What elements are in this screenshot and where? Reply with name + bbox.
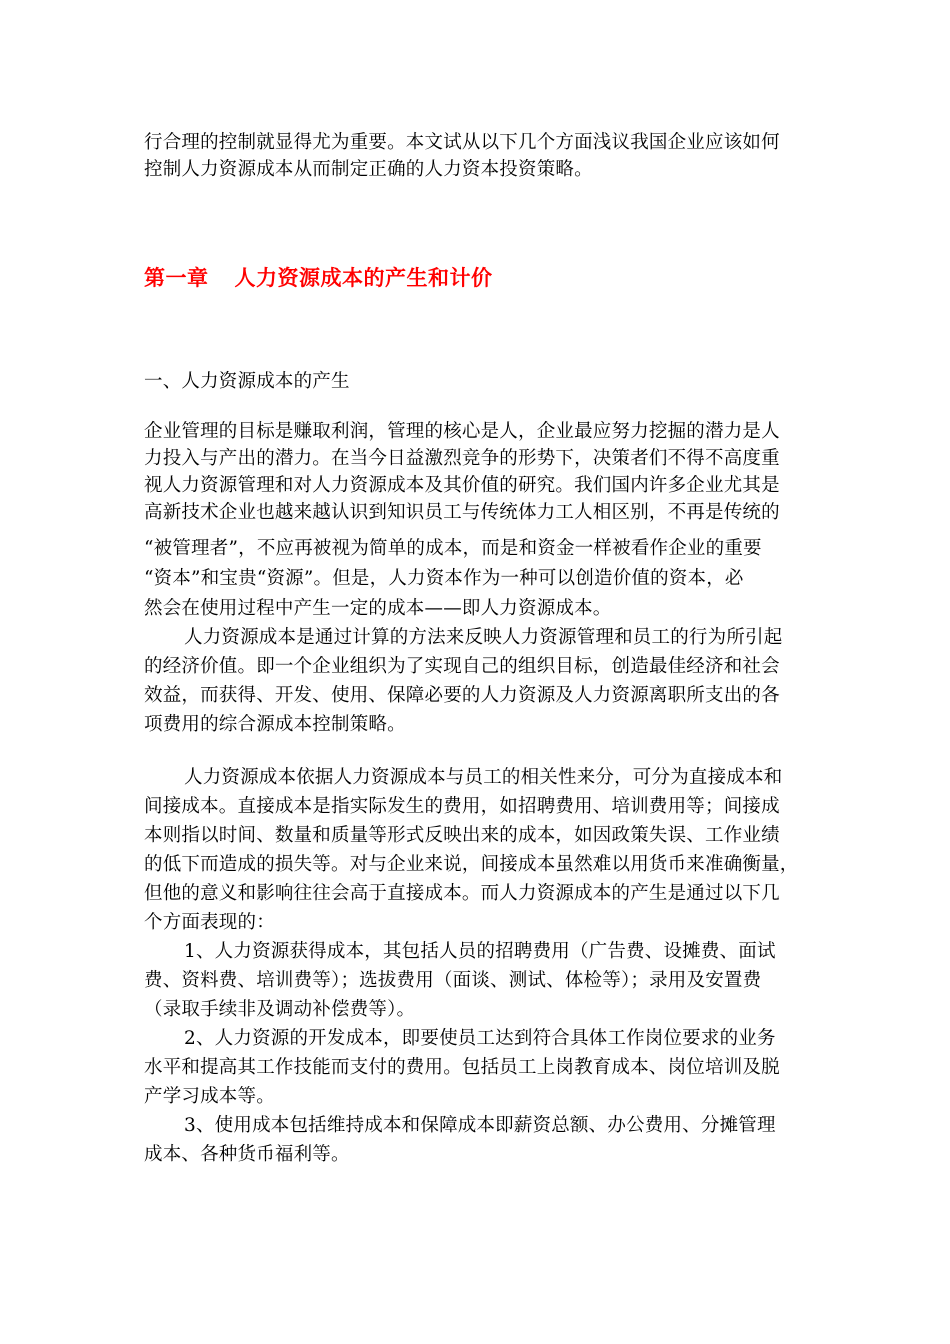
paragraph-3-line: 但他的意义和影响往往会高于直接成本。而人力资源成本的产生是通过以下几 [144,883,780,904]
paragraph-1-line: 高新技术企业也越来越认识到知识员工与传统体力工人相区别，不再是传统的 [144,502,780,523]
list-item-1-line: 费、资料费、培训费等）；选拔费用（面谈、测试、体检等）；录用及安置费 [144,970,762,991]
paragraph-1-line: “资本”和宝贵“资源”。但是，人力资本作为一种可以创造价值的资本，必 [144,568,744,589]
list-item-1-line: 1、人力资源获得成本，其包括人员的招聘费用（广告费、设摊费、面试 [184,941,776,962]
section-heading: 一、人力资源成本的产生 [144,371,350,392]
paragraph-2-line: 人力资源成本是通过计算的方法来反映人力资源管理和员工的行为所引起 [184,627,783,648]
list-item-2-line: 产学习成本等。 [144,1086,275,1107]
list-item-3-line: 成本、各种货币福利等。 [144,1144,350,1165]
chapter-number: 第一章 [144,266,209,290]
paragraph-1-line: 然会在使用过程中产生一定的成本——即人力资源成本。 [144,598,612,619]
paragraph-1-line: 力投入与产出的潜力。在当今日益激烈竞争的形势下，决策者们不得不高度重 [144,448,780,469]
paragraph-2-line: 效益，而获得、开发、使用、保障必要的人力资源及人力资源离职所支出的各 [144,685,780,706]
paragraph-2-line: 的经济价值。即一个企业组织为了实现自己的组织目标，创造最佳经济和社会 [144,656,780,677]
list-item-1-line: （录取手续非及调动补偿费等）。 [144,999,416,1020]
paragraph-3-line: 间接成本。直接成本是指实际发生的费用，如招聘费用、培训费用等；间接成 [144,796,780,817]
paragraph-3-line: 的低下而造成的损失等。对与企业来说，间接成本虽然难以用货币来准确衡量， [144,854,799,875]
paragraph-1-line: 企业管理的目标是赚取利润，管理的核心是人，企业最应努力挖掘的潜力是人 [144,421,780,442]
chapter-heading [144,262,493,292]
intro-line-1: 行合理的控制就显得尤为重要。本文试从以下几个方面浅议我国企业应该如何 [144,132,780,153]
list-item-2-line: 水平和提高其工作技能而支付的费用。包括员工上岗教育成本、岗位培训及脱 [144,1057,780,1078]
paragraph-1-line: “被管理者”，不应再被视为简单的成本，而是和资金一样被看作企业的重要 [144,538,762,559]
paragraph-1-line: 视人力资源管理和对人力资源成本及其价值的研究。我们国内许多企业尤其是 [144,475,780,496]
list-item-2-line: 2、人力资源的开发成本，即要使员工达到符合具体工作岗位要求的业务 [184,1028,776,1049]
paragraph-3-line: 个方面表现的： [144,912,275,933]
chapter-title: 人力资源成本的产生和计价 [234,266,493,290]
paragraph-2-line: 项费用的综合源成本控制策略。 [144,714,406,735]
paragraph-3-line: 人力资源成本依据人力资源成本与员工的相关性来分，可分为直接成本和 [184,767,783,788]
intro-line-2: 控制人力资源成本从而制定正确的人力资本投资策略。 [144,159,593,180]
list-item-3-line: 3、使用成本包括维持成本和保障成本即薪资总额、办公费用、分摊管理 [184,1115,776,1136]
paragraph-3-line: 本则指以时间、数量和质量等形式反映出来的成本，如因政策失误、工作业绩 [144,825,780,846]
